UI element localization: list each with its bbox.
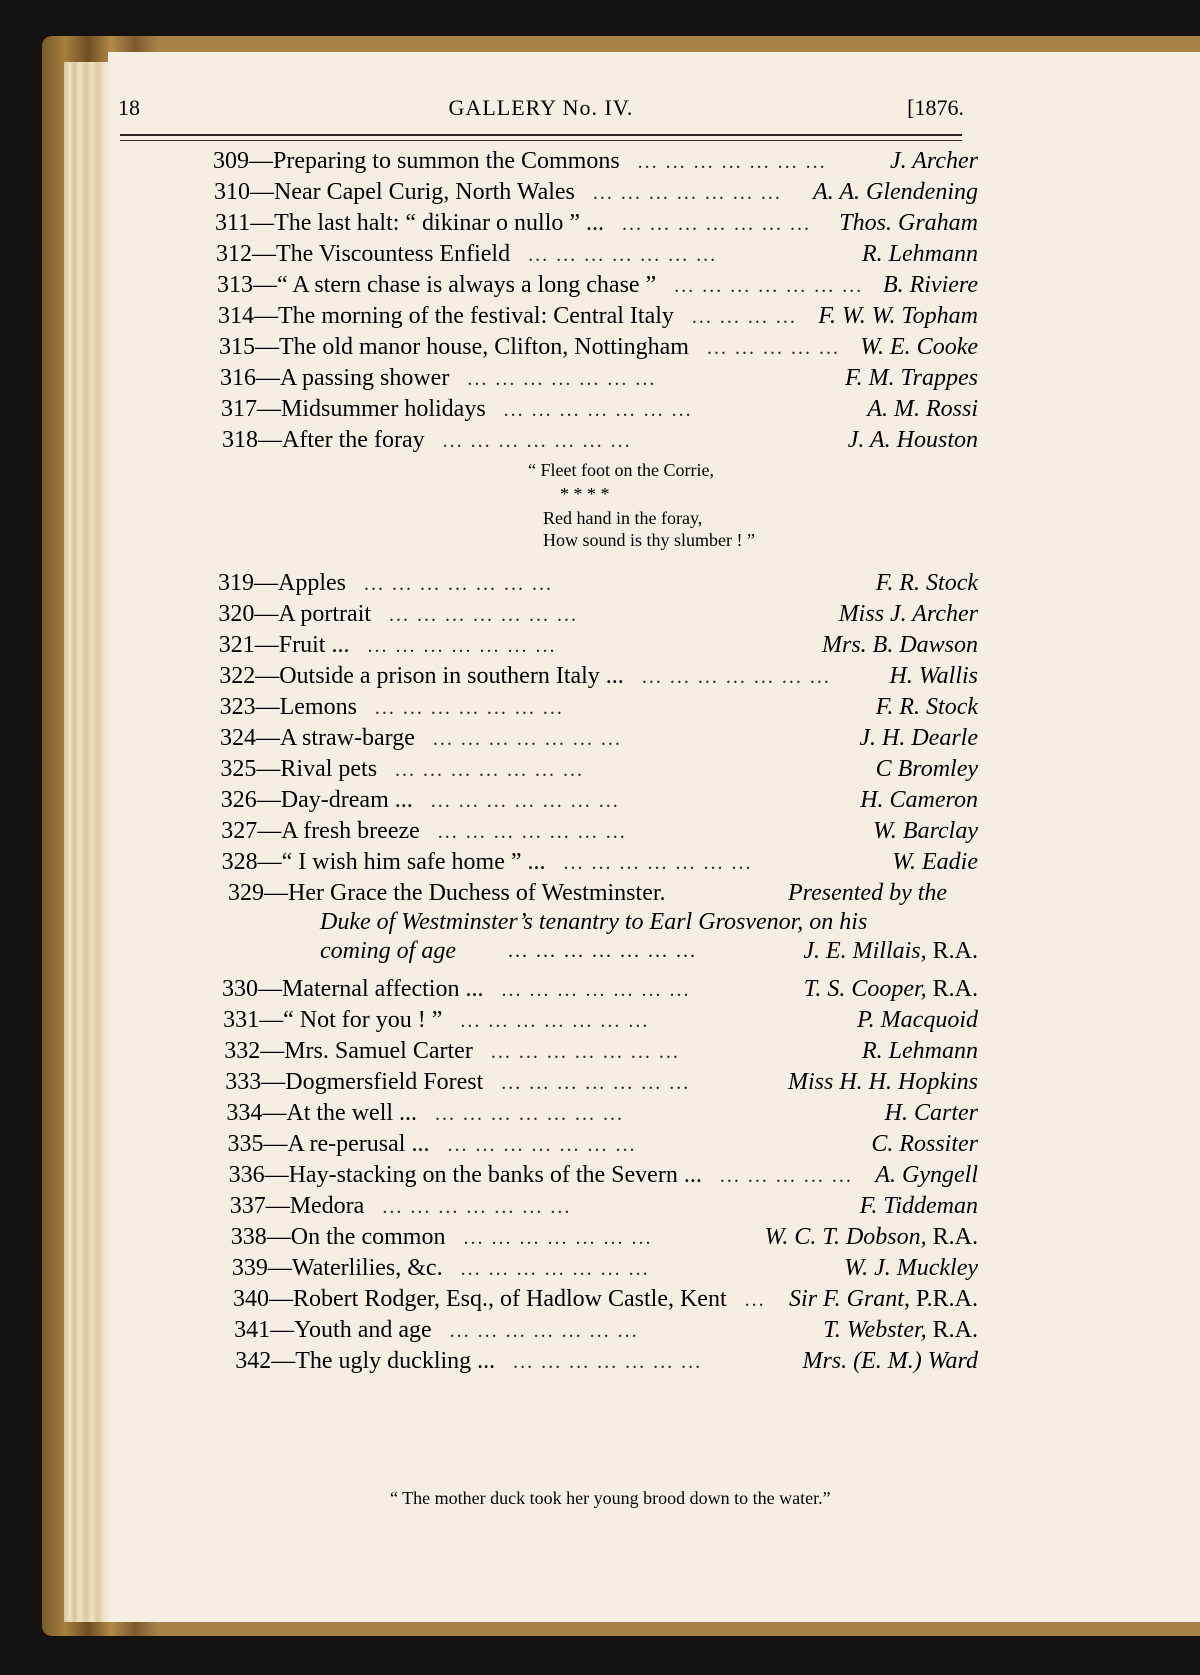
entry-title: At the well ... [286, 1100, 418, 1126]
entry-title: Apples [278, 570, 346, 596]
artist-name: R. Lehmann [862, 241, 978, 267]
entry-artist [876, 570, 978, 597]
leader-dots: ... ... ... ... ... ... ... [674, 275, 864, 297]
entry-number-title [222, 849, 546, 876]
artist-honour: R.A. [932, 938, 978, 964]
entry-dash: — [270, 1317, 295, 1343]
leader-dots: ... ... ... ... ... ... ... [563, 852, 753, 874]
entry-artist [818, 303, 978, 330]
header-rule [120, 134, 962, 141]
leader-dots: ... ... ... ... [691, 306, 797, 328]
entry-row [108, 725, 988, 756]
quote-line: Red hand in the foray, [543, 508, 703, 528]
entry-artist [848, 427, 978, 454]
entry-title: Robert Rodger, Esq., of Hadlow Castle, Kent [293, 1286, 727, 1312]
entry-number-title [225, 1069, 483, 1096]
entry-title: A portrait [278, 601, 372, 627]
artist-name: A. M. Rossi [867, 396, 978, 422]
entry-group-309-318 [108, 148, 988, 458]
entry-row [108, 1131, 988, 1162]
leader-dots: ... ... ... ... ... ... ... [467, 368, 657, 390]
entry-number-title [216, 241, 510, 268]
leader-dots: ... ... ... ... ... ... ... [395, 759, 585, 781]
leader-dots: ... ... ... ... ... ... ... [460, 1258, 650, 1280]
entry-number-title [218, 570, 346, 597]
entry-number: 331 [223, 1007, 260, 1033]
entry-number: 319 [218, 570, 254, 596]
entry-title: Fruit ... [278, 632, 350, 658]
entry-artist [873, 818, 978, 845]
entry-row [108, 148, 988, 179]
entry-number: 310 [214, 179, 250, 205]
entry-329-artist [803, 938, 978, 965]
artist-name: W. J. Muckley [844, 1255, 978, 1281]
leader-dots: ... ... ... ... ... ... ... [592, 182, 782, 204]
page-number: 18 [118, 95, 140, 120]
page-header [118, 95, 964, 129]
entry-number: 326 [220, 787, 257, 813]
entry-row [108, 1224, 988, 1255]
entry-number-title [231, 1224, 446, 1251]
catalogue-entries [108, 148, 988, 1379]
entry-dash: — [255, 334, 279, 360]
entry-329-line1-italic: Presented by the [788, 880, 948, 906]
entry-title: The ugly duckling ... [295, 1348, 496, 1374]
entry-number-title [223, 1007, 442, 1034]
entry-dash: — [253, 272, 277, 298]
entry-329-line1: 329—Her Grace the Duchess of Westminster. [228, 880, 666, 906]
entry-number: 328 [221, 849, 258, 875]
entry-number-title [218, 303, 674, 330]
entry-artist [883, 272, 978, 299]
entry-title: Waterlilies, &c. [291, 1255, 443, 1281]
entry-number: 339 [231, 1255, 268, 1281]
entry-dash: — [259, 1007, 284, 1033]
entry-number-title [221, 787, 413, 814]
entry-dash: — [249, 148, 273, 174]
entry-title: A passing shower [280, 365, 450, 391]
artist-name: F. R. Stock [875, 570, 978, 596]
entry-dash: — [256, 365, 280, 391]
artist-name: H. Carter [884, 1100, 978, 1126]
entry-row [108, 663, 988, 694]
artist-name: F. M. Trappes [845, 365, 978, 391]
entry-row [108, 1317, 988, 1348]
entry-row [108, 1255, 988, 1286]
entry-number: 334 [226, 1100, 263, 1126]
entry-row [108, 1100, 988, 1131]
entry-number-title [234, 1317, 432, 1344]
entry-artist [860, 1193, 978, 1220]
entry-artist [862, 1038, 978, 1065]
entry-row [108, 849, 988, 880]
entry-number: 338 [230, 1224, 267, 1250]
entry-number-title [229, 1162, 702, 1189]
entry-dash: — [260, 1038, 285, 1064]
leader-dots: ... ... ... ... ... ... ... [460, 1010, 650, 1032]
entry-dash: — [257, 818, 282, 844]
artist-name: Sir F. Grant, [789, 1286, 910, 1312]
entry-artist [823, 1317, 978, 1344]
entry-row [108, 241, 988, 272]
artist-name: J. E. Millais, [803, 938, 927, 964]
running-title: GALLERY No. IV. [448, 95, 634, 120]
entry-number-title [214, 179, 575, 206]
entry-title: Mrs. Samuel Carter [284, 1038, 473, 1064]
entry-dash: — [256, 787, 281, 813]
entry-dash: — [252, 241, 276, 267]
entry-group-319-328 [108, 570, 988, 880]
entry-title: “ A stern chase is always a long chase ” [277, 272, 657, 298]
artist-name: H. Wallis [889, 663, 978, 689]
leader-dots: ... ... ... ... ... ... ... [374, 697, 564, 719]
entry-number: 325 [220, 756, 257, 782]
entry-row [108, 334, 988, 365]
quote-stars: * * * * [560, 484, 610, 504]
entry-artist [822, 632, 978, 659]
entry-artist [875, 1162, 978, 1189]
entry-title: After the foray [282, 427, 425, 453]
entry-number-title [230, 1193, 365, 1220]
entry-number-title [220, 365, 449, 392]
entry-row [108, 694, 988, 725]
entry-title: “ Not for you ! ” [283, 1007, 443, 1033]
leader-dots: ... ... ... ... ... ... ... [364, 573, 553, 595]
entry-row [108, 1162, 988, 1193]
entry-dash: — [254, 632, 279, 658]
entry-number: 342 [235, 1348, 272, 1374]
entry-number: 332 [224, 1038, 261, 1064]
entry-title: Preparing to summon the Commons [273, 148, 620, 174]
entry-title: A straw-barge [280, 725, 415, 751]
entry-number: 313 [217, 272, 253, 298]
entry-number: 312 [216, 241, 252, 267]
entry-dash: — [264, 1162, 289, 1188]
leader-dots: ... ... ... ... ... [719, 1165, 853, 1187]
leader-dots: ... ... ... ... ... ... ... [382, 1196, 572, 1218]
artist-name: H. Cameron [860, 787, 978, 813]
entry-artist [813, 179, 978, 206]
entry-dash: — [267, 1255, 292, 1281]
entry-number: 337 [229, 1193, 266, 1219]
entry-group-330-342 [108, 976, 988, 1379]
artist-name: T. Webster, [823, 1317, 927, 1343]
leader-dots: ... ... ... ... ... ... ... [528, 244, 718, 266]
leader-dots: ... [744, 1289, 766, 1311]
entry-dash: — [254, 303, 278, 329]
entry-artist [789, 1286, 978, 1313]
entry-artist [844, 1255, 978, 1282]
entry-number: 316 [220, 365, 256, 391]
entry-number-title [218, 601, 371, 628]
entry-number-title [233, 1286, 727, 1313]
entry-number-title [217, 272, 656, 299]
entry-title: Rival pets [280, 756, 378, 782]
entry-number-title [219, 334, 689, 361]
entry-title: On the common [290, 1224, 446, 1250]
artist-name: A. Gyngell [875, 1162, 978, 1188]
leader-dots: ... ... ... ... ... ... ... [449, 1320, 639, 1342]
entry-title: Dogmersfield Forest [285, 1069, 484, 1095]
leader-dots: ... ... ... ... ... ... ... [641, 666, 831, 688]
leader-dots: ... ... ... ... ... [706, 337, 840, 359]
entry-title: The old manor house, Clifton, Nottingham [279, 334, 689, 360]
entry-row [108, 427, 988, 458]
quote-342: “ The mother duck took her young brood down to the water.” [390, 1488, 831, 1508]
entry-number-title [235, 1348, 495, 1375]
artist-name: J. A. Houston [847, 427, 978, 453]
entry-row [108, 272, 988, 303]
leader-dots: ... ... ... ... ... ... ... [503, 399, 693, 421]
entry-number: 311 [215, 210, 251, 236]
entry-number-title [224, 1038, 473, 1065]
artist-name: Miss J. Archer [838, 601, 978, 627]
entry-row [108, 787, 988, 818]
artist-name: F. R. Stock [875, 694, 978, 720]
leader-dots: ... ... ... ... ... ... ... [501, 1072, 691, 1094]
entry-artist [885, 1100, 978, 1127]
entry-number: 314 [218, 303, 254, 329]
entry-number: 322 [219, 663, 256, 689]
entry-title: “ I wish him safe home ” ... [281, 849, 546, 875]
entry-title: Day-dream ... [280, 787, 413, 813]
entry-number: 317 [221, 396, 257, 422]
artist-name: Miss H. H. Hopkins [788, 1069, 978, 1095]
entry-number: 321 [218, 632, 255, 658]
entry-number-title [213, 148, 620, 175]
artist-name: W. E. Cooke [860, 334, 978, 360]
artist-name: P. Macquoid [857, 1007, 978, 1033]
entry-title: Midsummer holidays [281, 396, 486, 422]
entry-artist [857, 1007, 978, 1034]
entry-artist [788, 1069, 978, 1096]
entry-number: 324 [220, 725, 256, 751]
entry-329-line2: Duke of Westminster’s tenantry to Earl Grosvenor, on his [320, 909, 868, 935]
entry-artist [890, 663, 978, 690]
entry-number: 323 [219, 694, 256, 720]
quote-line: “ Fleet foot on the Corrie, [528, 460, 714, 480]
entry-row [108, 818, 988, 849]
artist-name: C Bromley [875, 756, 978, 782]
entry-title: A re-perusal ... [287, 1131, 430, 1157]
leader-dots: ... ... ... ... ... ... ... [447, 1134, 637, 1156]
entry-number-title [220, 725, 415, 752]
entry-artist [804, 976, 978, 1003]
leader-dots: ... ... ... ... ... ... ... [490, 1041, 680, 1063]
artist-name: W. Barclay [873, 818, 978, 844]
entry-row [108, 1069, 988, 1100]
entry-number: 333 [225, 1069, 262, 1095]
entry-artist [802, 1348, 978, 1375]
entry-dash: — [255, 694, 280, 720]
entry-number-title [228, 1131, 430, 1158]
artist-name: T. S. Cooper, [803, 976, 927, 1002]
entry-row [108, 632, 988, 663]
entry-artist [859, 725, 978, 752]
entry-row [108, 756, 988, 787]
entry-title: The last halt: “ dikinar o nullo ” ... [274, 210, 605, 236]
entry-number: 330 [222, 976, 258, 1002]
entry-title: Youth and age [294, 1317, 432, 1343]
entry-artist [860, 334, 978, 361]
entry-number: 340 [233, 1286, 269, 1312]
entry-dash: — [263, 1131, 288, 1157]
entry-row [108, 570, 988, 601]
artist-honour: R.A. [932, 976, 978, 1002]
entry-dash: — [255, 663, 280, 689]
artist-name: Thos. Graham [839, 210, 978, 236]
entry-title: Maternal affection ... [282, 976, 484, 1002]
entry-number: 320 [218, 601, 255, 627]
entry-dash: — [258, 427, 282, 453]
artist-name: J. H. Dearle [859, 725, 978, 751]
entry-dash: — [250, 179, 274, 205]
entry-dash: — [256, 756, 281, 782]
entry-title: Lemons [279, 694, 357, 720]
entry-number-title [222, 976, 483, 1003]
artist-name: W. C. T. Dobson, [764, 1224, 927, 1250]
entry-dash: — [269, 1286, 293, 1312]
entry-dash: — [250, 210, 275, 236]
entry-number: 327 [221, 818, 258, 844]
entry-title: Hay-stacking on the banks of the Severn ... [288, 1162, 702, 1188]
entry-artist [839, 601, 978, 628]
entry-title: A fresh breeze [281, 818, 420, 844]
leader-dots: ... ... ... ... ... ... ... [508, 940, 697, 962]
artist-name: Mrs. B. Dawson [821, 632, 978, 658]
entry-dash: — [256, 725, 280, 751]
entry-number-title [219, 632, 350, 659]
entry-number-title [221, 396, 486, 423]
leader-dots: ... ... ... ... ... ... ... [622, 213, 812, 235]
entry-number-title [222, 427, 425, 454]
entry-dash: — [254, 601, 279, 627]
entry-number: 318 [222, 427, 258, 453]
entry-title: The morning of the festival: Central Italy [278, 303, 674, 329]
leader-dots: ... ... ... ... ... ... ... [389, 604, 579, 626]
entry-dash: — [271, 1348, 296, 1374]
entry-artist [876, 694, 978, 721]
entry-row [108, 303, 988, 334]
entry-number: 315 [219, 334, 255, 360]
entry-row [108, 365, 988, 396]
entry-number-title [215, 210, 604, 237]
entry-number-title [220, 694, 357, 721]
entry-dash: — [257, 396, 281, 422]
entry-artist [862, 241, 978, 268]
artist-name: A. A. Glendening [813, 179, 978, 205]
entry-number: 341 [234, 1317, 271, 1343]
artist-name: B. Riviere [882, 272, 978, 298]
artist-name: R. Lehmann [862, 1038, 978, 1064]
entry-dash: — [257, 849, 282, 875]
entry-artist [871, 1131, 978, 1158]
entry-row [108, 1007, 988, 1038]
artist-name: W. Eadie [892, 849, 978, 875]
entry-number-title [220, 756, 377, 783]
entry-dash: — [261, 1069, 286, 1095]
entry-artist [867, 396, 978, 423]
entry-artist [860, 787, 978, 814]
entry-number: 309 [213, 148, 249, 174]
entry-329-line3: coming of age [320, 938, 456, 964]
entry-artist [876, 756, 978, 783]
artist-name: Mrs. (E. M.) Ward [802, 1348, 978, 1374]
entry-dash: — [258, 976, 282, 1002]
leader-dots: ... ... ... ... ... ... ... [513, 1351, 703, 1373]
artist-name: F. Tiddeman [859, 1193, 978, 1219]
entry-dash: — [262, 1100, 287, 1126]
entry-dash: — [265, 1193, 290, 1219]
leader-dots: ... ... ... ... ... ... ... [367, 635, 557, 657]
entry-row [108, 179, 988, 210]
entry-row [108, 396, 988, 427]
entry-329 [108, 880, 988, 976]
entry-row [108, 601, 988, 632]
artist-honour: P.R.A. [915, 1286, 978, 1312]
artist-honour: R.A. [932, 1224, 978, 1250]
year-label: [1876. [907, 95, 964, 120]
leader-dots: ... ... ... ... ... ... ... [430, 790, 620, 812]
leader-dots: ... ... ... ... ... ... ... [637, 151, 827, 173]
entry-title: Medora [289, 1193, 365, 1219]
entry-row [108, 1348, 988, 1379]
leader-dots: ... ... ... ... ... ... ... [435, 1103, 625, 1125]
quote-318 [108, 458, 988, 570]
entry-title: The Viscountess Enfield [276, 241, 511, 267]
entry-number: 335 [227, 1131, 264, 1157]
entry-number-title [219, 663, 624, 690]
entry-number-title [232, 1255, 443, 1282]
artist-name: J. Archer [890, 148, 978, 174]
leader-dots: ... ... ... ... ... ... ... [437, 821, 627, 843]
entry-number-title [226, 1100, 417, 1127]
leader-dots: ... ... ... ... ... ... ... [501, 979, 691, 1001]
artist-name: F. W. W. Topham [818, 303, 978, 329]
artist-name: C. Rossiter [871, 1131, 978, 1157]
entry-artist [892, 849, 978, 876]
artist-honour: R.A. [932, 1317, 978, 1343]
entry-row [108, 1286, 988, 1317]
entry-number: 336 [228, 1162, 265, 1188]
entry-number-title [221, 818, 420, 845]
entry-row [108, 1193, 988, 1224]
entry-dash: — [266, 1224, 291, 1250]
entry-row [108, 210, 988, 241]
entry-title: Near Capel Curig, North Wales [274, 179, 575, 205]
leader-dots: ... ... ... ... ... ... ... [442, 430, 632, 452]
entry-artist [765, 1224, 978, 1251]
entry-row [108, 1038, 988, 1069]
leader-dots: ... ... ... ... ... ... ... [463, 1227, 653, 1249]
entry-row [108, 976, 988, 1007]
entry-title: Outside a prison in southern Italy ... [279, 663, 624, 689]
entry-artist [890, 148, 978, 175]
entry-artist [845, 365, 978, 392]
quote-line: How sound is thy slumber ! ” [543, 530, 755, 550]
entry-artist [839, 210, 978, 237]
leader-dots: ... ... ... ... ... ... ... [432, 728, 622, 750]
entry-dash: — [254, 570, 278, 596]
